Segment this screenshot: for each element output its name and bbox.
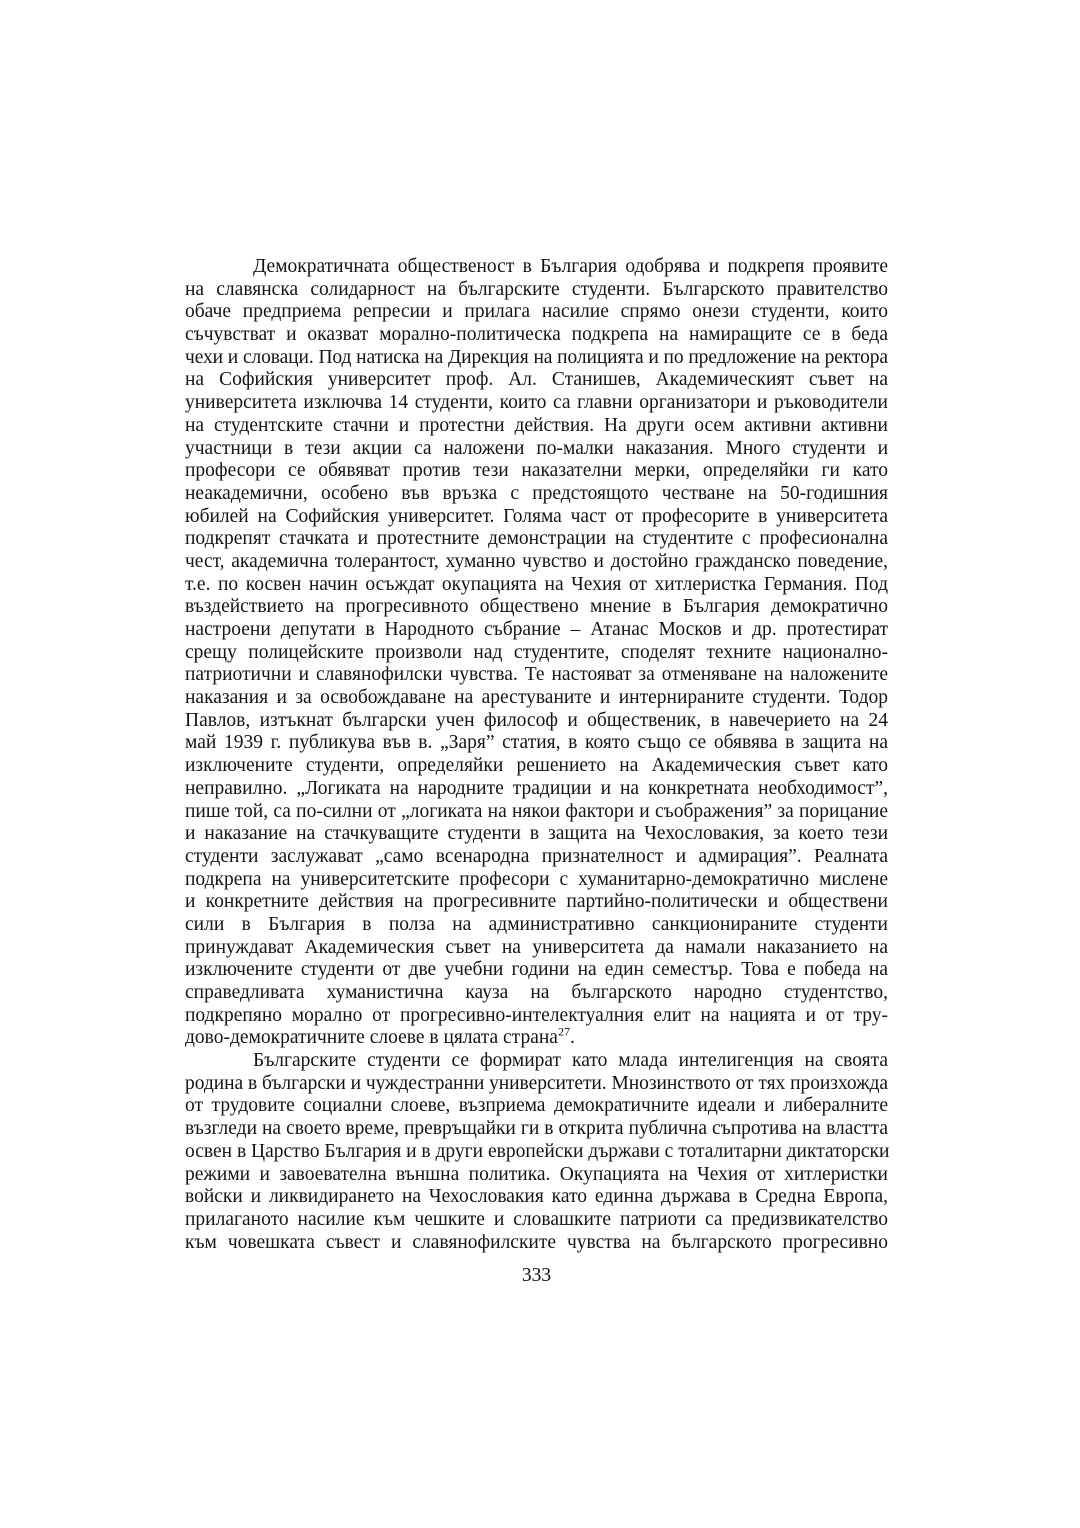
text-line: изключените студенти, определяйки решението на Академическия съвет като: [185, 755, 888, 777]
text-line: чест, академична толерантост, хуманно чувство и достойно гражданско поведение,: [185, 550, 888, 572]
text-line: подкрепа на университетските професори с хуманитарно-демократично мислене: [185, 868, 888, 890]
text-line: наказания и за освобождаване на арестуваните и интернираните студенти. Тодор: [185, 687, 888, 709]
text-line: режими и завоевателна външна политика. Окупацията на Чехия от хитлеристки: [185, 1163, 888, 1185]
text-line: чехи и словаци. Под натиска на Дирекция на полицията и по предложение на ректора: [185, 346, 888, 368]
text-line: т.е. по косвен начин осъждат окупацията на Чехия от хитлеристка Германия. Под: [185, 573, 888, 595]
text-line: неакадемични, особено във връзка с предстоящото честване на 50-годишния: [185, 482, 888, 504]
text-line: неправилно. „Логиката на народните традиции и на конкретната необходимост”,: [185, 777, 888, 799]
text-line: родина в български и чуждестранни университети. Мнозинството от тях произхожда: [185, 1072, 888, 1094]
text-line: дово-демократичните слоеве в цялата страна$^{27}$.: [185, 1024, 575, 1049]
footnote-reference: 27: [557, 1024, 570, 1039]
text-line: прилаганото насилие към чешките и словашките патриоти са предизвикателство: [185, 1208, 888, 1230]
text-line: съчувстват и оказват морално-политическа подкрепа на намиращите се в беда: [185, 324, 888, 346]
text-line: участници в тези акции са наложени по-малки наказания. Много студенти и: [185, 437, 888, 459]
text-line: настроени депутати в Народното събрание – Атанас Москов и др. протестират: [185, 619, 888, 640]
text-line: справедливата хуманистична кауза на българското народно студентство,: [185, 982, 888, 1003]
text-line: пише той, са по-силни от „логиката на някои фактори и съображения” за порицание: [185, 800, 888, 822]
text-line: и наказание на стачкуващите студенти в защита на Чехословакия, за което тези: [185, 823, 888, 845]
text-line: обаче предприема репресии и прилага насилие спрямо онези студенти, които: [185, 301, 888, 323]
text-line: Павлов, изтъкнат български учен философ и общественик, в навечерието на 24: [185, 709, 888, 731]
text-line: към човешката съвест и славянофилските чувства на българското прогресивно: [185, 1231, 888, 1253]
text-line: възгледи на своето време, превръщайки ги в открита публична съпротива на властта: [185, 1118, 888, 1140]
text-line: освен в Царство България и в други европейски държави с тоталитарни диктаторски: [185, 1140, 890, 1162]
text-line: юбилей на Софийския университет. Голяма част от професорите в университета: [185, 505, 888, 527]
text-line: на славянска солидарност на българските студенти. Българското правителство: [185, 278, 888, 300]
text-line: и конкретните действия на прогресивните партийно-политически и обществени: [185, 891, 888, 913]
text-line: студенти заслужават „само всенародна признателност и адмирация”. Реалната: [185, 845, 888, 867]
text-line: подкрепяно морално от прогресивно-интелектуалния елит на нацията и от тру-: [185, 1004, 888, 1026]
text-line: патриотични и славянофилски чувства. Те настояват за отменяване на наложените: [185, 664, 888, 686]
text-line: подкрепят стачката и протестните демонстрации на студентите с професионална: [185, 528, 888, 550]
page-number: 333: [521, 1265, 552, 1286]
text-line: май 1939 г. публикува във в. „Заря” статия, в която също се обявява в защита на: [185, 732, 888, 754]
text-line: изключените студенти от две учебни години на един семестър. Това е победа на: [185, 959, 888, 981]
text-line: университета изключва 14 студенти, които са главни организатори и ръководители: [185, 392, 888, 414]
text-line: от трудовите социални слоеве, възприема демократичните идеали и либералните: [185, 1095, 888, 1117]
text-line: войски и ликвидирането на Чехословакия като единна държава в Средна Европа,: [185, 1186, 888, 1208]
text-line: Демократичната общественост в България одобрява и подкрепя проявите: [253, 256, 888, 277]
body-text: [185, 256, 888, 1254]
text-line: на студентските стачни и протестни действия. На други осем активни активни: [185, 414, 888, 436]
text-line: на Софийския университет проф. Ал. Станишев, Академическият съвет на: [185, 369, 888, 391]
text-line: сили в България в полза на административно санкционираните студенти: [185, 913, 888, 935]
text-line: Българските студенти се формират като млада интелигенция на своята: [253, 1050, 888, 1072]
text-line: срещу полицейските произволи над студентите, споделят техните национално-: [185, 641, 888, 663]
text-line: въздействието на прогресивното обществено мнение в България демократично: [185, 596, 888, 618]
text-line: принуждават Академическия съвет на университета да намали наказанието на: [185, 936, 888, 958]
text-line: професори се обявяват против тези наказателни мерки, определяйки ги като: [185, 460, 888, 482]
